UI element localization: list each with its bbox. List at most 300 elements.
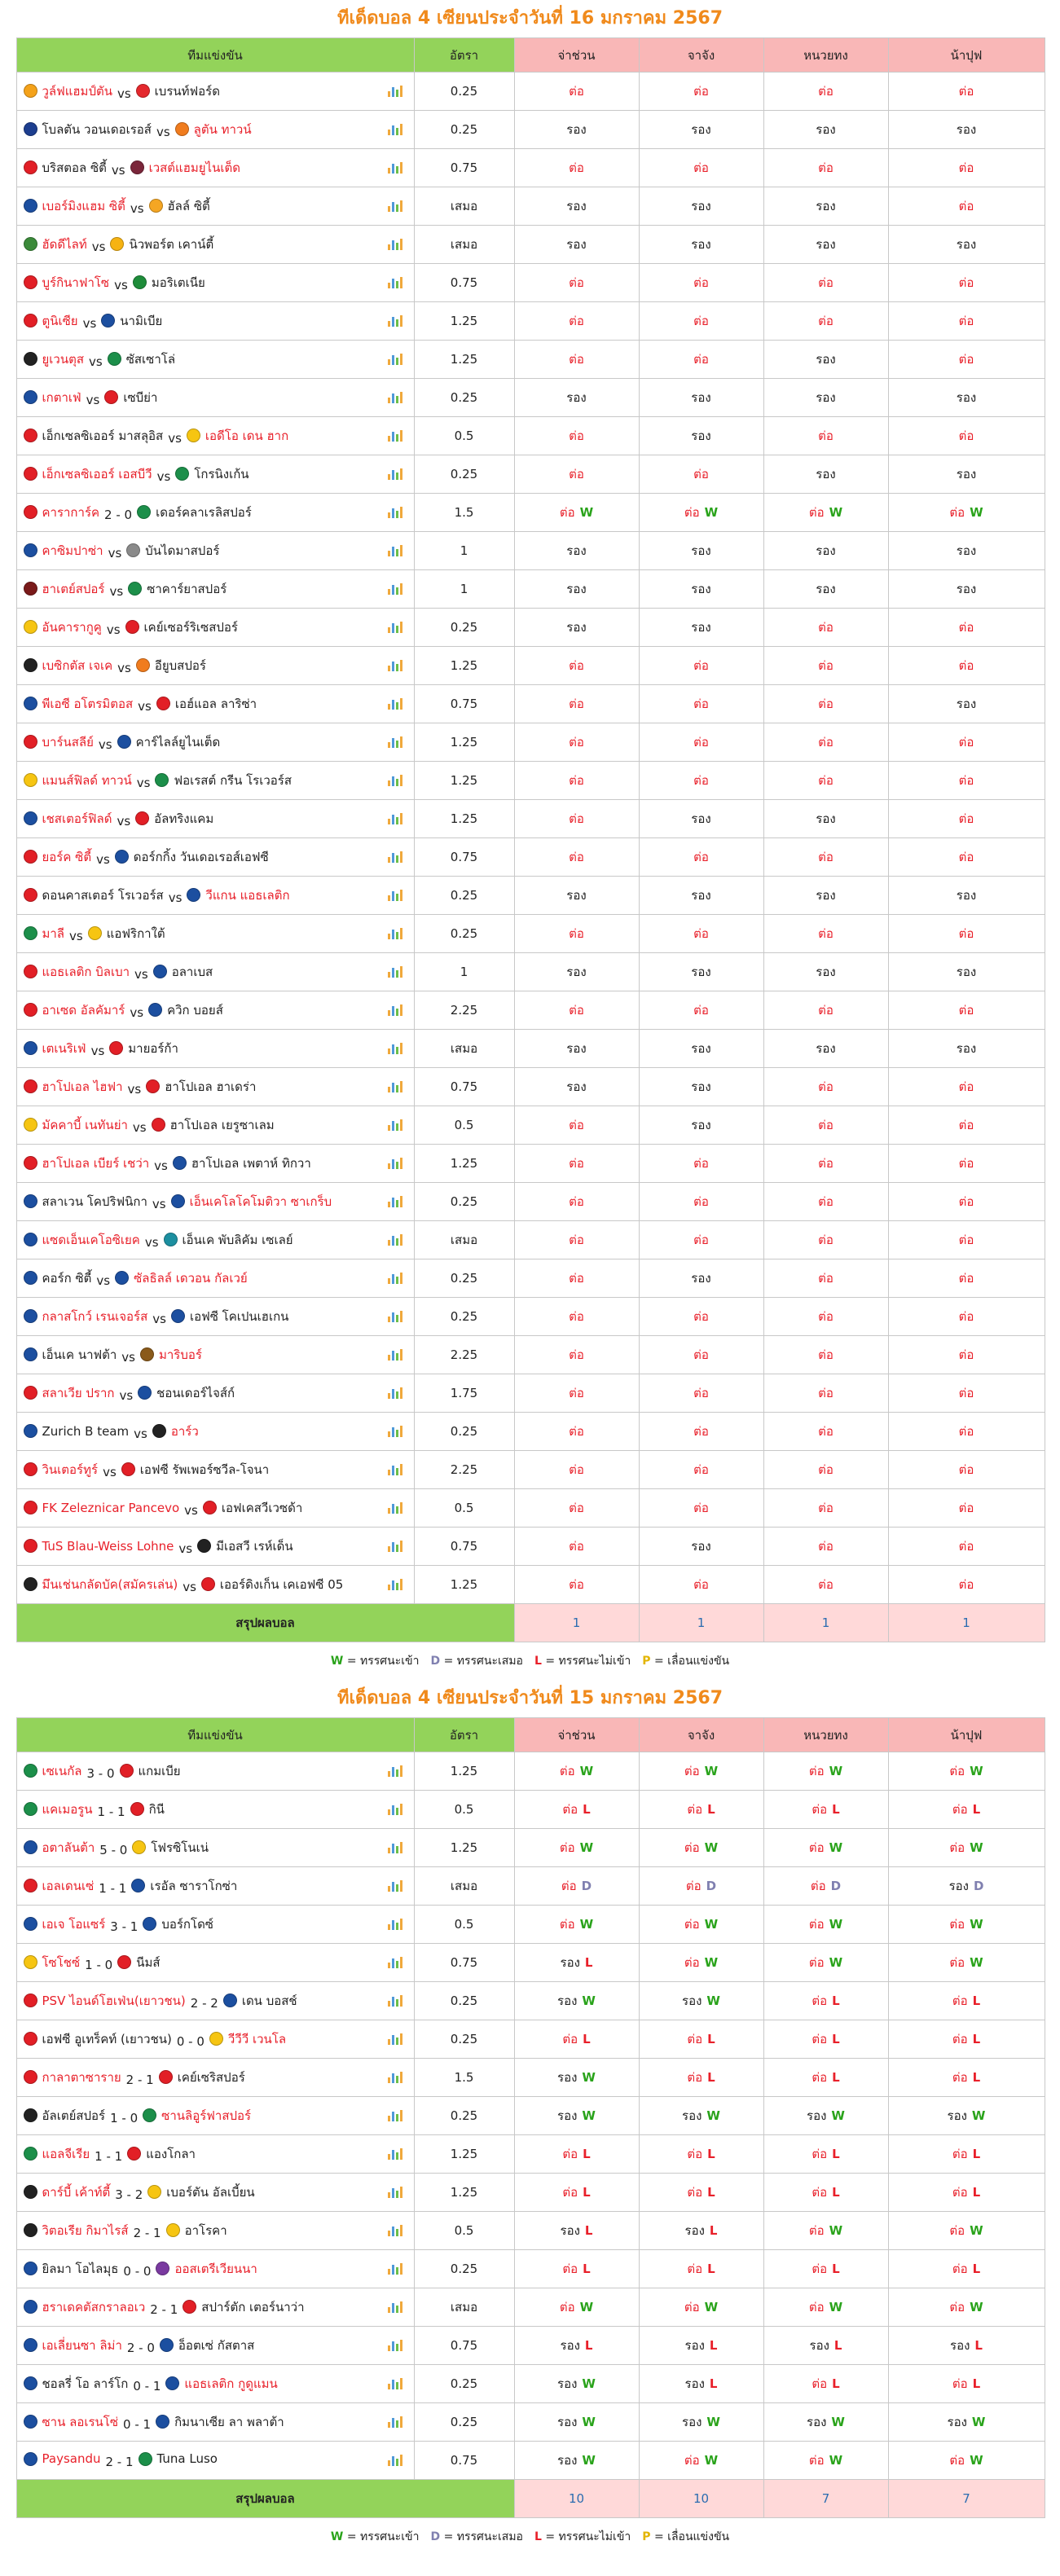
away-team[interactable] (115, 847, 269, 867)
stats-chart-icon[interactable] (388, 1273, 402, 1284)
away-team-name[interactable]: เคย์เซริสปอร์ (177, 2069, 245, 2085)
home-team-name[interactable]: วินเตอร์ทูร์ (42, 1462, 99, 1477)
home-team[interactable] (24, 2183, 111, 2202)
stats-chart-icon[interactable] (388, 1158, 402, 1169)
home-team-name[interactable]: อัลเตย์สปอร์ (42, 2108, 106, 2123)
away-team-name[interactable]: วีแกน แอธเลติก (205, 887, 290, 903)
away-team-name[interactable]: ชอนเดอร์ไจส์ก์ (156, 1385, 235, 1400)
table-row (16, 2020, 1045, 2059)
away-team[interactable] (187, 886, 289, 905)
home-team[interactable] (24, 81, 112, 101)
stats-chart-icon[interactable] (388, 2110, 402, 2121)
home-team[interactable] (24, 2029, 172, 2049)
stats-chart-icon[interactable] (388, 1196, 402, 1207)
away-team-name[interactable]: เบรนท์ฟอร์ด (154, 83, 220, 99)
home-team[interactable] (24, 1077, 123, 1097)
away-team-name[interactable]: เซบีย่า (123, 389, 158, 405)
away-team[interactable] (160, 2336, 254, 2355)
away-team-name[interactable]: เออร์ดิงเก็น เคเอฟซี 05 (219, 1576, 344, 1592)
stats-chart-icon[interactable] (388, 583, 402, 595)
away-team[interactable] (136, 656, 206, 675)
away-team-name[interactable]: เอดีโอ เดน ฮาก (205, 428, 289, 443)
home-team[interactable] (24, 2412, 119, 2432)
away-team[interactable] (159, 2068, 245, 2087)
home-team[interactable] (24, 2221, 129, 2240)
away-team[interactable] (127, 2144, 196, 2164)
away-team-name[interactable]: โฟรซิโนเน่ (151, 1840, 209, 1855)
home-team[interactable] (24, 656, 113, 675)
stats-chart-icon[interactable] (388, 1995, 402, 2007)
home-team[interactable] (24, 196, 125, 216)
home-team[interactable] (24, 618, 102, 637)
stats-chart-icon[interactable] (388, 1579, 402, 1590)
home-team-name[interactable]: โซโชซ์ (42, 1954, 81, 1970)
home-team-name[interactable]: อาเซด อัลคัมาร์ (42, 1002, 125, 1018)
home-team-name[interactable]: เอ็นเค นาฟต้า (42, 1347, 117, 1362)
stats-chart-icon[interactable] (388, 1119, 402, 1131)
home-team[interactable] (24, 771, 132, 790)
away-team[interactable] (88, 924, 165, 943)
home-team-name[interactable]: วิตอเรีย กิมาไรส์ (42, 2222, 129, 2238)
home-team-name[interactable]: เอลเดนเซ่ (42, 1878, 95, 1893)
home-team[interactable] (24, 464, 152, 484)
away-team-name[interactable]: มีเอสวี เรห์เด็น (216, 1538, 293, 1554)
home-team[interactable] (24, 120, 152, 139)
home-team[interactable] (24, 2297, 146, 2317)
away-team[interactable] (120, 1761, 181, 1781)
stats-chart-icon[interactable] (388, 507, 402, 518)
away-team[interactable] (223, 1991, 297, 2011)
home-team-name[interactable]: ฮราเดคตัสกราลอเว (42, 2299, 146, 2314)
home-team-name[interactable]: FK Zeleznicar Pancevo (42, 1500, 180, 1515)
stats-chart-icon[interactable] (388, 2378, 402, 2389)
home-team-name[interactable]: คอร์ก ซิตี้ (42, 1270, 92, 1286)
stats-chart-icon[interactable] (388, 2455, 402, 2466)
home-team-name[interactable]: บริสตอล ซิตี้ (42, 160, 107, 175)
stats-chart-icon[interactable] (388, 1426, 402, 1437)
home-team-name[interactable]: ฮัดดีไลท์ (42, 236, 87, 252)
stats-chart-icon[interactable] (388, 1311, 402, 1322)
home-team[interactable] (24, 273, 110, 292)
away-team[interactable] (152, 1115, 275, 1135)
home-team-name[interactable]: สลาเวน โคปริฟนิกา (42, 1193, 147, 1209)
home-team[interactable] (24, 388, 81, 407)
away-team-name[interactable]: บอร์กโดซ์ (161, 1916, 213, 1932)
away-team[interactable] (153, 962, 213, 982)
stats-chart-icon[interactable] (388, 2187, 402, 2198)
away-team[interactable] (146, 1077, 256, 1097)
stats-chart-icon[interactable] (388, 851, 402, 863)
home-team-name[interactable]: เบซิกตัส เจเค (42, 657, 113, 673)
pick-text: ต่อ (693, 1462, 709, 1477)
home-team[interactable] (24, 2144, 90, 2164)
home-team[interactable] (24, 1268, 92, 1288)
away-team[interactable] (125, 618, 238, 637)
home-team-name[interactable]: แอลจีเรีย (42, 2146, 90, 2161)
home-team-name[interactable]: แซดเอ็นเคโอซิเยค (42, 1232, 140, 1247)
away-team[interactable] (131, 1876, 237, 1896)
home-team[interactable] (24, 1539, 174, 1554)
home-team[interactable] (24, 349, 85, 369)
home-team-name[interactable]: ฮาโปเอล ไฮฟา (42, 1079, 123, 1094)
stats-chart-icon[interactable] (388, 775, 402, 786)
home-team[interactable] (24, 426, 164, 446)
home-team[interactable] (24, 579, 105, 599)
away-team-name[interactable]: เดน บอสช์ (241, 1993, 297, 2008)
away-team[interactable] (175, 120, 252, 139)
away-team[interactable] (108, 349, 175, 369)
away-team[interactable] (138, 1383, 235, 1403)
away-team-name[interactable]: นีมส์ (136, 1954, 161, 1970)
away-team-name[interactable]: มอริเตเนีย (151, 275, 205, 290)
away-team[interactable] (203, 1498, 302, 1518)
home-team-name[interactable]: มึนเช่นกลัดบัค(สมัครเล่น) (42, 1576, 178, 1592)
home-team-name[interactable]: เชสเตอร์ฟิลด์ (42, 811, 112, 826)
stats-chart-icon[interactable] (388, 2072, 402, 2083)
home-team-name[interactable]: แคเมอรูน (42, 1801, 93, 1817)
stats-chart-icon[interactable] (388, 124, 402, 135)
away-team-name[interactable]: เวสต์แฮมยูไนเต็ด (148, 160, 240, 175)
away-team-name[interactable]: อ็อตเซ่ กัสตาส (178, 2337, 255, 2353)
pick-text: รอง (691, 582, 711, 596)
away-team[interactable] (183, 2297, 304, 2317)
stats-chart-icon[interactable] (388, 86, 402, 97)
away-team-name[interactable]: เอ็นเคโลโคโมติวา ซาเกร็บ (189, 1193, 332, 1209)
home-team-name[interactable]: เอฟซี อูเทร็คท์ (เยาวชน) (42, 2031, 172, 2046)
stats-chart-icon[interactable] (388, 277, 402, 288)
home-team-name[interactable]: ยิลมา โอไลมุธ (42, 2261, 119, 2276)
away-team[interactable] (173, 1154, 311, 1173)
stats-chart-icon[interactable] (388, 468, 402, 480)
stats-chart-icon[interactable] (388, 2033, 402, 2045)
away-team[interactable] (143, 2106, 251, 2125)
away-team-name[interactable]: เอฟเคสวีเวซด้า (221, 1500, 303, 1515)
away-team-name[interactable]: อัลทริงแคม (154, 811, 214, 826)
away-team[interactable] (117, 1953, 160, 1972)
away-team[interactable] (152, 1422, 199, 1441)
away-team[interactable] (133, 273, 205, 292)
away-team-name[interactable]: มายอร์ก้า (128, 1040, 178, 1056)
home-team-name[interactable]: ยอร์ค ซิตี้ (42, 849, 92, 864)
home-team[interactable] (24, 503, 100, 522)
stats-chart-icon[interactable] (388, 1081, 402, 1092)
home-team-name[interactable]: อันคารากูคู (42, 619, 102, 635)
stats-chart-icon[interactable] (388, 1842, 402, 1853)
home-team[interactable] (24, 886, 164, 905)
home-team[interactable] (24, 1154, 150, 1173)
home-team[interactable] (24, 2106, 106, 2125)
stats-chart-icon[interactable] (388, 2263, 402, 2275)
away-team-name[interactable]: กิมนาเซีย ลา พลาต้า (174, 2414, 284, 2429)
away-team-name[interactable]: เคย์เซอร์ริเซสปอร์ (143, 619, 238, 635)
home-team-name[interactable]: วูล์ฟแฮมป์ตัน (42, 83, 112, 99)
away-team-name[interactable]: ควิก บอยส์ (167, 1002, 223, 1018)
home-team[interactable] (24, 1000, 125, 1020)
home-team[interactable] (24, 962, 130, 982)
away-team[interactable] (164, 1230, 293, 1250)
away-team-name[interactable]: แอฟริกาใต้ (106, 925, 165, 941)
away-team-name[interactable]: แอธเลติก กูดูแมน (184, 2376, 278, 2391)
home-team[interactable] (24, 1761, 82, 1781)
away-team-name[interactable]: แกมเบีย (138, 1763, 181, 1778)
home-team-name[interactable]: กาลาตาซาราย (42, 2069, 121, 2085)
stats-chart-icon[interactable] (388, 736, 402, 748)
away-team-name[interactable]: ฮาโปเอล เยรูซาเลม (169, 1117, 275, 1132)
home-team-name[interactable]: เบอร์มิงแฮม ซิตี้ (42, 198, 125, 213)
home-team[interactable] (24, 1424, 130, 1439)
away-team-name[interactable]: อาโรคา (184, 2222, 227, 2238)
home-team[interactable] (24, 1575, 178, 1594)
home-team[interactable] (24, 732, 94, 752)
stats-chart-icon[interactable] (388, 1957, 402, 1968)
stats-chart-icon[interactable] (388, 2148, 402, 2160)
home-team-name[interactable]: เตเนริเฟ่ (42, 1040, 86, 1056)
away-team[interactable] (197, 1536, 293, 1556)
stats-chart-icon[interactable] (388, 1004, 402, 1016)
away-team-name[interactable]: นิวพอร์ต เคาน์ตี้ (129, 236, 214, 252)
home-team[interactable] (24, 1307, 148, 1326)
home-team[interactable] (24, 1230, 140, 1250)
home-team-name[interactable]: เซเนกัล (42, 1763, 82, 1778)
stats-chart-icon[interactable] (388, 2225, 402, 2236)
away-team[interactable] (187, 426, 288, 446)
away-team[interactable] (110, 235, 213, 254)
home-team-name[interactable]: คาซิมปาซ่า (42, 543, 103, 558)
home-team-name[interactable]: เอ็กเซลซิเออร์ มาสลุอิส (42, 428, 164, 443)
home-team[interactable] (24, 311, 78, 331)
away-team-name[interactable]: อลาเบส (171, 964, 213, 979)
home-team[interactable] (24, 2259, 119, 2279)
away-team[interactable] (101, 311, 162, 331)
stats-chart-icon[interactable] (388, 1502, 402, 1514)
home-team[interactable] (24, 1876, 95, 1896)
home-team-name[interactable]: แมนส์ฟิลด์ ทาวน์ (42, 772, 132, 788)
home-team[interactable] (24, 694, 134, 714)
home-team[interactable] (24, 1838, 95, 1857)
away-team[interactable] (135, 809, 213, 829)
away-team-name[interactable]: ดอร์กกิ้ง วันเดอเรอส์เอฟซี (133, 849, 269, 864)
result-badge: L (974, 2338, 983, 2353)
away-team[interactable] (171, 1307, 288, 1326)
away-team[interactable] (115, 1268, 248, 1288)
away-team[interactable] (156, 2412, 284, 2432)
home-team-name[interactable]: สลาเวีย ปราก (42, 1385, 115, 1400)
away-team[interactable] (109, 1039, 178, 1058)
stats-chart-icon[interactable] (388, 315, 402, 327)
away-team[interactable] (139, 2451, 218, 2466)
home-team-name[interactable]: เอเลี่ยนซา ลิม่า (42, 2337, 122, 2353)
away-team-name[interactable]: เรอัล ซาราโกซ่า (150, 1878, 238, 1893)
home-team[interactable] (24, 1914, 106, 1934)
stats-chart-icon[interactable] (388, 200, 402, 212)
stats-chart-icon[interactable] (388, 2340, 402, 2351)
away-team[interactable] (132, 1838, 209, 1857)
stats-chart-icon[interactable] (388, 1234, 402, 1246)
away-team-name[interactable]: เดอร์คลาเรลิสปอร์ (156, 504, 252, 520)
home-team[interactable] (24, 1800, 93, 1819)
away-team-name[interactable]: บันไดมาสปอร์ (145, 543, 220, 558)
stats-chart-icon[interactable] (388, 2416, 402, 2428)
away-team[interactable] (140, 1345, 202, 1365)
stats-chart-icon[interactable] (388, 813, 402, 824)
away-team-name[interactable]: เอ็นเค พับลิคัม เซเลย์ (182, 1232, 293, 1247)
home-team[interactable] (24, 1192, 147, 1211)
home-team[interactable] (24, 1383, 115, 1403)
home-team-name[interactable]: เอ็กเซลซิเออร์ เอสบีวี (42, 466, 152, 481)
home-team-name[interactable]: มาลี (42, 925, 65, 941)
stats-chart-icon[interactable] (388, 698, 402, 710)
home-team[interactable] (24, 1345, 117, 1365)
away-team[interactable] (147, 2183, 254, 2202)
stats-chart-icon[interactable] (388, 239, 402, 250)
away-team-name[interactable]: ซาคาร์ยาสปอร์ (147, 581, 227, 596)
home-team-name[interactable]: ยูเวนตุส (42, 351, 84, 367)
away-team[interactable] (121, 1460, 269, 1479)
away-team[interactable] (175, 464, 249, 484)
home-team[interactable] (24, 1460, 99, 1479)
home-team[interactable] (24, 1953, 81, 1972)
away-team[interactable] (130, 1800, 165, 1819)
stats-chart-icon[interactable] (388, 928, 402, 939)
home-team-name[interactable]: กลาสโกว์ เรนเจอร์ส (42, 1308, 148, 1324)
home-team[interactable] (24, 158, 107, 178)
away-team-name[interactable]: กินี (148, 1801, 165, 1817)
away-team-name[interactable]: ลูตัน ทาวน์ (193, 121, 252, 137)
away-team-name[interactable]: ออสเตรีเวียนนา (174, 2261, 257, 2276)
away-team[interactable] (156, 694, 257, 714)
home-team-name[interactable]: แอธเลติก บิลเบา (42, 964, 130, 979)
away-team-name[interactable]: ฟอเรสต์ กรีน โรเวอร์ส (174, 772, 292, 788)
home-team-name[interactable]: มัคคาบี้ เนทันย่า (42, 1117, 128, 1132)
home-team[interactable] (24, 1115, 128, 1135)
home-team-name[interactable]: PSV ไอนด์โฮเฟ่น(เยาวชน) (42, 1993, 186, 2008)
away-team-name[interactable]: โกรนิงเก้น (194, 466, 249, 481)
home-team-name[interactable]: บาร์นสลีย์ (42, 734, 94, 750)
away-team-name[interactable]: อาร์ว (170, 1423, 199, 1439)
away-team-name[interactable]: ซานลิอูร์ฟาสปอร์ (161, 2108, 252, 2123)
away-team-name[interactable]: Tuna Luso (156, 2451, 218, 2467)
stats-chart-icon[interactable] (388, 1804, 402, 1815)
home-team-name[interactable]: บูร์กินาฟาโซ (42, 275, 110, 290)
stats-chart-icon[interactable] (388, 162, 402, 174)
home-team-name[interactable]: ฮาเตย์สปอร์ (42, 581, 105, 596)
stats-chart-icon[interactable] (388, 545, 402, 556)
home-team-name[interactable]: Zurich B team (42, 1423, 130, 1439)
away-team[interactable] (201, 1575, 343, 1594)
away-team-name[interactable]: ฮาโปเอล ฮาเดร่า (165, 1079, 257, 1094)
home-team[interactable] (24, 2451, 101, 2466)
away-team-name[interactable]: นามิเบีย (120, 313, 163, 328)
away-team-name[interactable]: สปาร์ตัก เตอร์นาว่า (201, 2299, 305, 2314)
stats-chart-icon[interactable] (388, 1387, 402, 1399)
home-team[interactable] (24, 2374, 129, 2394)
stats-chart-icon[interactable] (388, 1765, 402, 1777)
away-team-name[interactable]: เอฮ์แอล ลาริซ่า (174, 696, 257, 711)
stats-chart-icon[interactable] (388, 1919, 402, 1930)
away-team-name[interactable]: ซัสเซาโล่ (125, 351, 176, 367)
stats-chart-icon[interactable] (388, 890, 402, 901)
stats-chart-icon[interactable] (388, 966, 402, 978)
home-team-name[interactable]: ซาน ลอเรนโซ่ (42, 2414, 119, 2429)
away-team[interactable] (156, 2259, 257, 2279)
away-team[interactable] (136, 81, 220, 101)
stats-chart-icon[interactable] (388, 660, 402, 671)
away-team[interactable] (165, 2374, 277, 2394)
away-team-name[interactable]: เบอร์ตัน อัลเบี้ยน (166, 2184, 255, 2200)
stats-chart-icon[interactable] (388, 392, 402, 403)
home-team-name[interactable]: อตาลันต้า (42, 1840, 95, 1855)
away-team[interactable] (104, 388, 157, 407)
home-team[interactable] (24, 1991, 186, 2011)
home-team-name[interactable]: TuS Blau-Weiss Lohne (42, 1538, 174, 1554)
away-team-name[interactable]: คาร์ไลล์ยูไนเต็ด (135, 734, 221, 750)
away-team[interactable] (117, 732, 221, 752)
away-team[interactable] (128, 579, 227, 599)
stats-chart-icon[interactable] (388, 1541, 402, 1552)
stats-chart-icon[interactable] (388, 430, 402, 442)
stats-chart-icon[interactable] (388, 1880, 402, 1892)
home-team-name[interactable]: โบลตัน วอนเดอเรอส์ (42, 121, 152, 137)
away-team-name[interactable]: อียูบสปอร์ (154, 657, 206, 673)
away-team-name[interactable]: ฮาโปเอล เพตาห์ ทิกวา (191, 1155, 311, 1171)
away-team[interactable] (166, 2221, 227, 2240)
home-team-name[interactable]: ดอนคาสเตอร์ โรเวอร์ส (42, 887, 164, 903)
away-team-name[interactable]: ฮัลล์ ซิตี้ (167, 198, 210, 213)
home-team-name[interactable]: ตูนิเซีย (42, 313, 78, 328)
away-team[interactable] (137, 503, 252, 522)
home-team-name[interactable]: คาราการ์ค (42, 504, 100, 520)
away-team-name[interactable]: ซัลธิลล์ เดวอน กัลเวย์ (134, 1270, 248, 1286)
away-team[interactable] (149, 196, 210, 216)
home-team-name[interactable]: เกตาเฟ่ (42, 389, 81, 405)
home-team-name[interactable]: ชอลรี่ โอ ลาร์โก (42, 2376, 129, 2391)
home-team[interactable] (24, 2336, 122, 2355)
away-team[interactable] (155, 771, 292, 790)
home-team[interactable] (24, 924, 65, 943)
stats-chart-icon[interactable] (388, 622, 402, 633)
home-team-name[interactable]: เอเจ โอแซร์ (42, 1916, 106, 1932)
home-team[interactable] (24, 235, 87, 254)
home-team-name[interactable]: ฮาโปเอล เบียร์ เชว่า (42, 1155, 150, 1171)
home-team-name[interactable]: พีเอซี อโตรมิตอส (42, 696, 134, 711)
away-team[interactable] (209, 2029, 286, 2049)
away-team-name[interactable]: เอฟซี โคเปนเฮเกน (189, 1308, 289, 1324)
away-team[interactable] (126, 541, 219, 560)
away-team-name[interactable]: เอฟซี รัพเพอร์ซวีล-โจนา (139, 1462, 270, 1477)
stats-chart-icon[interactable] (388, 1464, 402, 1475)
home-team[interactable] (24, 541, 103, 560)
home-team-name[interactable]: ดาร์บี้ เค้าท์ตี้ (42, 2184, 111, 2200)
home-team-name[interactable]: Paysandu (42, 2451, 101, 2467)
pick-text: ต่อ (808, 2453, 825, 2468)
away-team[interactable] (143, 1914, 213, 1934)
home-team[interactable] (24, 809, 112, 829)
away-team-name[interactable]: วีวีวี เวนโล (227, 2031, 287, 2046)
home-team[interactable] (24, 847, 92, 867)
stats-chart-icon[interactable] (388, 1349, 402, 1361)
home-team[interactable] (24, 1039, 86, 1058)
stats-chart-icon[interactable] (388, 1043, 402, 1054)
away-team-name[interactable]: แองโกลา (146, 2146, 196, 2161)
away-team[interactable] (171, 1192, 332, 1211)
away-team-name[interactable]: มาริบอร์ (158, 1347, 202, 1362)
away-team[interactable] (130, 158, 240, 178)
home-team[interactable] (24, 1501, 180, 1515)
stats-chart-icon[interactable] (388, 2301, 402, 2313)
stats-chart-icon[interactable] (388, 354, 402, 365)
away-team[interactable] (148, 1000, 223, 1020)
home-team[interactable] (24, 2068, 121, 2087)
